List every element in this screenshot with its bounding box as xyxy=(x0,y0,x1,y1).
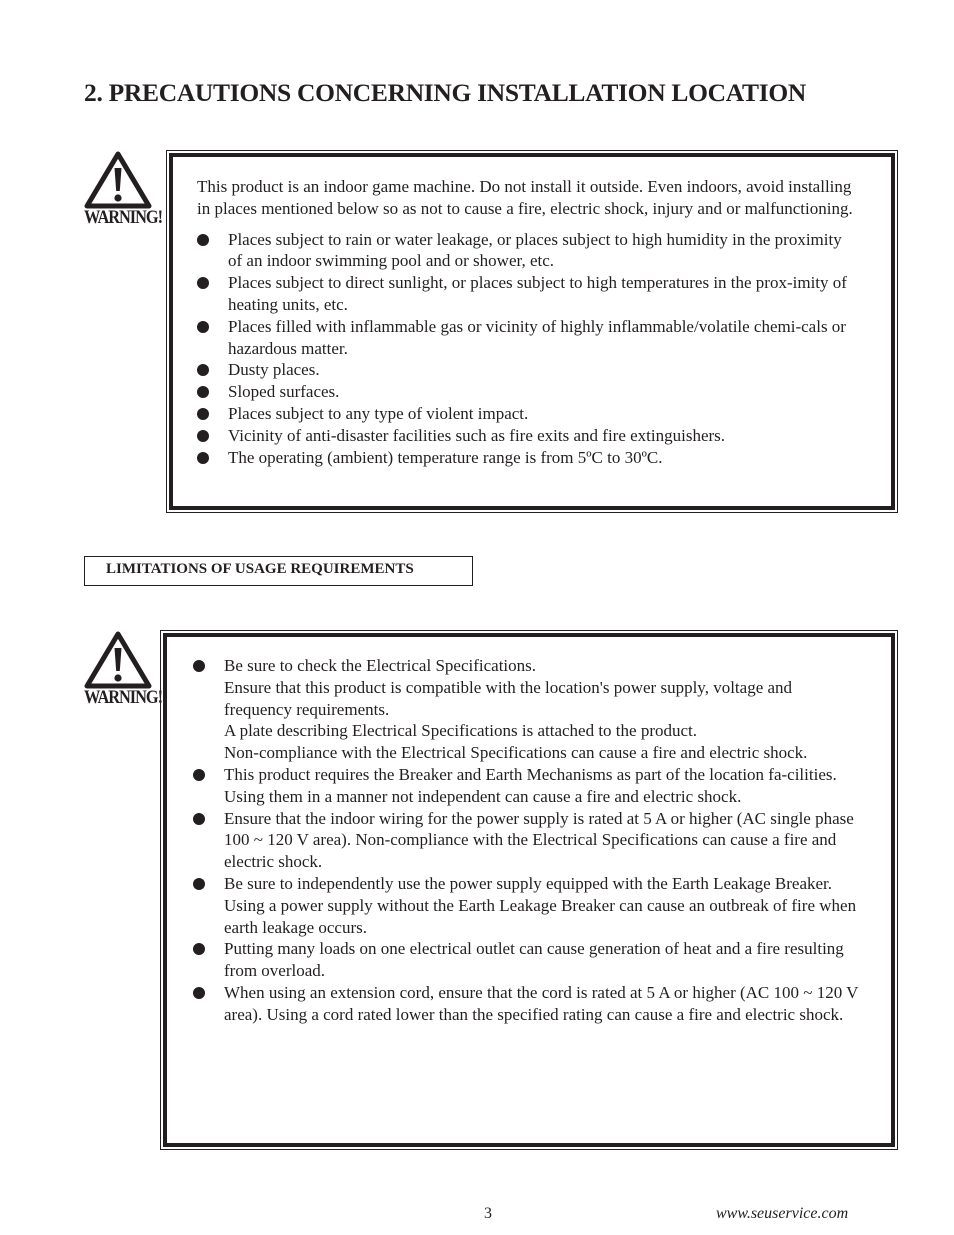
bullet-icon xyxy=(193,943,205,955)
bullet-icon xyxy=(197,452,209,464)
list-item-text: Ensure that the indoor wiring for the power supply is rated at 5 A or higher (AC single phase 100 ~ 120 V area). Non-compliance with the Electrical Specifications can cause a fire and electric shock. xyxy=(224,808,854,872)
list-item-text: Be sure to check the Electrical Specifications. xyxy=(224,656,537,675)
list-item-text: When using an extension cord, ensure that the cord is rated at 5 A or higher (AC 100 ~ 120 V area). Using a cord rated lower than the specified rating can cause a fire and electric shock. xyxy=(224,982,859,1024)
list-item-text: A plate describing Electrical Specifications is attached to the product. xyxy=(224,721,698,741)
bullet-icon xyxy=(197,430,209,442)
bullet-icon xyxy=(193,987,205,999)
electrical-requirements-list xyxy=(193,655,863,1026)
list-item-text: Be sure to independently use the power supply equipped with the Earth Leakage Breaker. Using a power supply without the Earth Leakage Breaker can cause an outbreak of fire when earth leakage occurs. xyxy=(224,873,857,937)
warning-box-electrical xyxy=(160,630,898,1150)
list-item-text: Dusty places. xyxy=(228,360,320,380)
bullet-icon xyxy=(193,878,205,890)
list-item-text: Places subject to direct sunlight, or places subject to high temperatures in the prox-imity of heating units, etc. xyxy=(228,273,847,314)
list-item-text: Putting many loads on one electrical outlet can cause generation of heat and a fire resulting from overload. xyxy=(224,939,844,981)
list-item xyxy=(197,447,859,469)
installation-hazard-list xyxy=(197,229,859,469)
footer-url: www.seuservice.com xyxy=(716,1205,849,1222)
section-heading: 2. PRECAUTIONS CONCERNING INSTALLATION LOCATION xyxy=(84,78,806,107)
list-item-text: The operating (ambient) temperature range is from 5ºC to 30ºC. xyxy=(228,447,663,467)
bullet-icon xyxy=(193,813,205,825)
list-item xyxy=(197,272,859,316)
list-item-text: This product requires the Breaker and Earth Mechanisms as part of the location fa-cilities. Using them in a manner not independent can cause a fire and electric shock. xyxy=(224,764,837,806)
list-item-text: Non-compliance with the Electrical Specifications can cause a fire and electric shock. xyxy=(224,743,808,763)
list-item-text: Places subject to rain or water leakage, or places subject to high humidity in the proximity of an indoor swimming pool and or shower, etc. xyxy=(228,229,842,271)
warning-label: WARNING! xyxy=(84,687,162,708)
warning-badge xyxy=(84,151,162,229)
limitations-label: LIMITATIONS OF USAGE REQUIREMENTS xyxy=(84,556,473,586)
list-item-text: Vicinity of anti-disaster facilities such as fire exits and fire extinguishers. xyxy=(228,425,726,445)
warning-triangle-icon xyxy=(84,631,154,689)
bullet-icon xyxy=(197,321,209,333)
list-item xyxy=(197,403,859,425)
bullet-icon xyxy=(193,769,205,781)
bullet-icon xyxy=(193,660,205,672)
list-item xyxy=(193,873,863,938)
page-number: 3 xyxy=(484,1205,492,1222)
warning-box-installation xyxy=(166,150,898,513)
list-item xyxy=(193,655,863,764)
list-item xyxy=(193,982,863,1026)
warning-label: WARNING! xyxy=(84,207,162,228)
warning-badge xyxy=(84,631,162,709)
list-item-text: Places filled with inflammable gas or vicinity of highly inflammable/volatile chemi-cals or hazardous matter. xyxy=(228,316,846,358)
list-item xyxy=(197,425,859,447)
warning-triangle-icon xyxy=(84,151,154,209)
warning-intro-text: This product is an indoor game machine. Do not install it outside. Even indoors, avoid installing in places mentioned below so as not to cause a fire, electric shock, injury and or malfunctioning. xyxy=(197,177,853,218)
list-item-text: Places subject to any type of violent impact. xyxy=(228,403,529,423)
list-item xyxy=(193,938,863,982)
list-item-text: Ensure that this product is compatible with the location's power supply, voltage and frequency requirements. xyxy=(224,677,793,719)
list-item xyxy=(193,808,863,873)
bullet-icon xyxy=(197,364,209,376)
list-item xyxy=(197,359,859,381)
list-item xyxy=(197,316,859,360)
bullet-icon xyxy=(197,408,209,420)
bullet-icon xyxy=(197,386,209,398)
list-item-text: Sloped surfaces. xyxy=(228,382,340,402)
bullet-icon xyxy=(197,234,209,246)
list-item xyxy=(193,764,863,808)
bullet-icon xyxy=(197,277,209,289)
list-item xyxy=(197,381,859,403)
list-item xyxy=(197,229,859,273)
